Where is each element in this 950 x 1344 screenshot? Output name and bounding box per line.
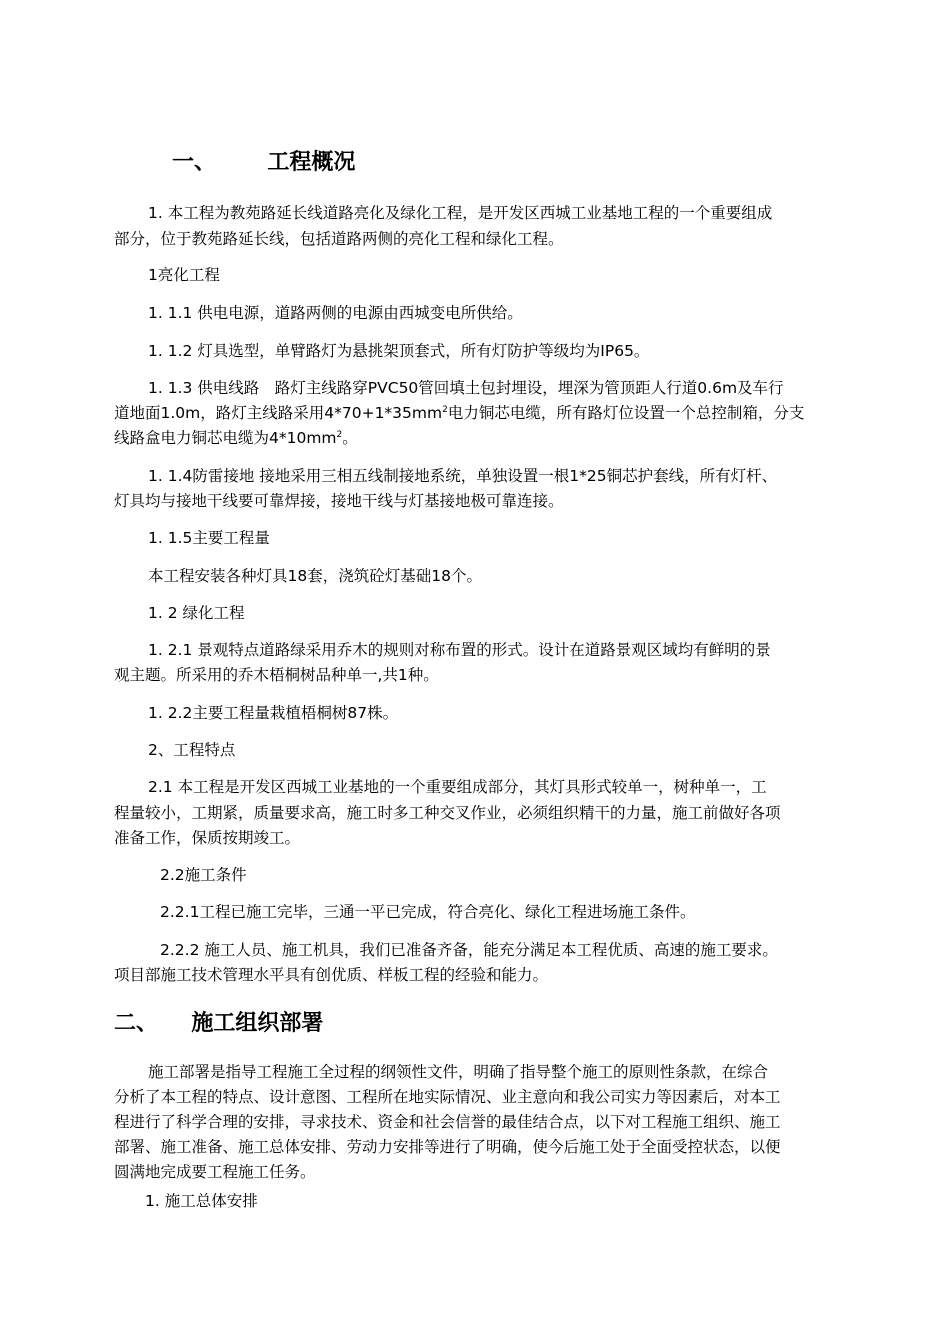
item-1-1-2: 1. 1.2 灯具选型，单臂路灯为悬挑架顶套式，所有灯防护等级均为IP65。	[148, 342, 650, 360]
item-1-1-3-line: 道地面1.0m，路灯主线路采用$4*70+1*35mm^2$电力铜芯电缆，所有路灯位设置一个总控制箱，分支	[114, 404, 805, 422]
paragraph-line: 部分，位于教苑路延长线，包括道路两侧的亮化工程和绿化工程。	[114, 230, 564, 248]
item-1-1-3-line: 1. 1.3 供电线路 路灯主线路穿PVC50管回填土包封埋设，埋深为管顶距人行道0.6m及车行	[148, 379, 784, 397]
section-1-number: 一、	[172, 150, 217, 175]
item-1-2-1-line: 1. 2.1 景观特点道路绿采用乔木的规则对称布置的形式。设计在道路景观区域均有鲜明的景	[148, 641, 771, 659]
item-1-2-1-line: 观主题。所采用的乔木梧桐树品种单一,共1种。	[114, 666, 439, 684]
item-2-1-line: 准备工作，保质按期竣工。	[114, 829, 301, 847]
section-2-heading	[114, 1010, 323, 1038]
item-2-2-2-line: 项目部施工技术管理水平具有创优质、样板工程的经验和能力。	[114, 966, 549, 984]
item-1-2-2: 1. 2.2主要工程量栽植梧桐树87株。	[148, 704, 399, 722]
item-1-1-4-line: 灯具均与接地干线要可靠焊接，接地干线与灯基接地极可靠连接。	[114, 492, 564, 510]
item-2-1-line: 2.1 本工程是开发区西城工业基地的一个重要组成部分，其灯具形式较单一，树种单一，工	[148, 778, 767, 796]
section-2-number: 二、	[114, 1011, 159, 1036]
subheading-features: 2、工程特点	[148, 741, 236, 759]
section-1-title: 工程概况	[267, 150, 356, 175]
item-1-1-5: 1. 1.5主要工程量	[148, 529, 270, 547]
item-2-2-1: 2.2.1工程已施工完毕，三通一平已完成，符合亮化、绿化工程进场施工条件。	[160, 903, 696, 921]
item-1-1-5-text: 本工程安装各种灯具18套，浇筑砼灯基础18个。	[148, 567, 482, 585]
section-2-title: 施工组织部署	[191, 1011, 324, 1036]
paragraph-line: 分析了本工程的特点、设计意图、工程所在地实际情况、业主意向和我公司实力等因素后，对本工	[114, 1088, 781, 1106]
item-2-2: 2.2施工条件	[160, 866, 247, 884]
paragraph-line: 圆满地完成要工程施工任务。	[114, 1163, 316, 1181]
item-1-1-1: 1. 1.1 供电电源，道路两侧的电源由西城变电所供给。	[148, 304, 523, 322]
paragraph-line: 程进行了科学合理的安排，寻求技术、资金和社会信誉的最佳结合点，以下对工程施工组织、施工	[114, 1113, 781, 1131]
item-2-2-2-line: 2.2.2 施工人员、施工机具，我们已准备齐备，能充分满足本工程优质、高速的施工要求。	[160, 941, 778, 959]
section-1-heading	[172, 149, 355, 177]
subheading-greening: 1. 2 绿化工程	[148, 604, 245, 622]
item-1-1-3-line: 线路盒电力铜芯电缆为$4*10mm^2$。	[114, 429, 358, 447]
paragraph-line: 施工部署是指导工程施工全过程的纲领性文件，明确了指导整个施工的原则性条款，在综合	[148, 1063, 769, 1081]
item-2-1-line: 程量较小，工期紧，质量要求高，施工时多工种交叉作业，必须组织精干的力量，施工前做好各项	[114, 804, 781, 822]
item-1-1-4-line: 1. 1.4防雷接地 接地采用三相五线制接地系统，单独设置一根1*25铜芯护套线，所有灯杆、	[148, 467, 778, 485]
paragraph-line: 1. 本工程为教苑路延长线道路亮化及绿化工程，是开发区西城工业基地工程的一个重要组成	[148, 204, 773, 222]
subheading-lighting: 1亮化工程	[148, 266, 220, 284]
paragraph-line: 部署、施工准备、施工总体安排、劳动力安排等进行了明确，使今后施工处于全面受控状态，以便	[114, 1138, 781, 1156]
subheading-overall-arrangement: 1. 施工总体安排	[145, 1192, 258, 1210]
